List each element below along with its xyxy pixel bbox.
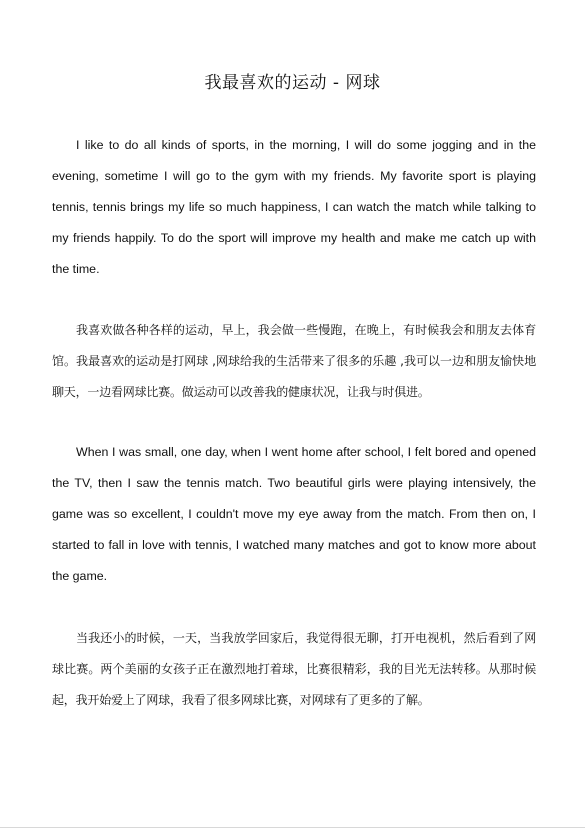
page-bottom-divider [0,827,585,828]
paragraph-english-1: I like to do all kinds of sports, in the morning, I will do some jogging and in the evening, sometime I will go to the gym with my friends. My favorite sport is playing tennis, tennis brings my life so much happiness, I can watch the match while talking to my friends happily. To do the sport will improve my health and make me catch up with the time. [52,138,536,276]
paragraph-chinese-1: 我喜欢做各种各样的运动，早上，我会做一些慢跑，在晚上，有时候我会和朋友去体育馆。我最喜欢的运动是打网球 ,网球给我的生活带来了很多的乐趣 ,我可以一边和朋友愉快地聊天，一边看网球比赛。做运动可以改善我的健康状况，让我与时俱进。 [52,323,536,399]
paragraph-chinese-2: 当我还小的时候，一天，当我放学回家后，我觉得很无聊，打开电视机，然后看到了网球比赛。两个美丽的女孩子正在激烈地打着球，比赛很精彩，我的目光无法转移。从那时候起，我开始爱上了网球，我看了很多网球比赛，对网球有了更多的了解。 [52,631,536,707]
document-title: 我最喜欢的运动 - 网球 [204,73,381,93]
paragraph-english-2: When I was small, one day, when I went home after school, I felt bored and opened the TV, then I saw the tennis match. Two beautiful girls were playing intensively, the game was so excellent, I couldn't move my eye away from the match. From then on, I started to fall in love with tennis, I watched many matches and got to know more about the game. [52,445,536,583]
